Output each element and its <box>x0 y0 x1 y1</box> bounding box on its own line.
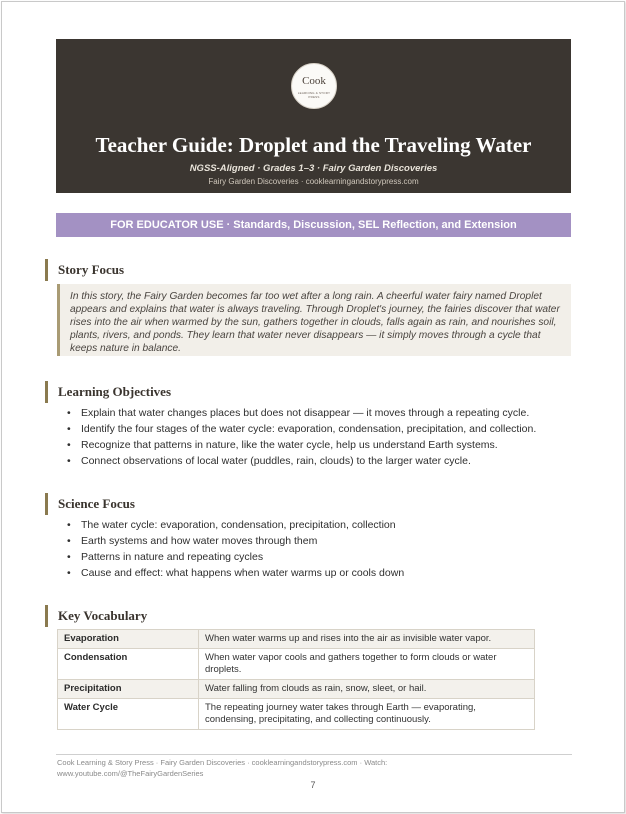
vocab-term: Evaporation <box>58 630 199 649</box>
list-item-text: Cause and effect: what happens when water warms up or cools down <box>81 567 405 579</box>
educator-use-banner: FOR EDUCATOR USE · Standards, Discussion, SEL Reflection, and Extension <box>56 213 571 237</box>
vocab-definition: When water vapor cools and gathers together to form clouds or water droplets. <box>199 649 535 680</box>
header-banner <box>56 39 571 193</box>
page-title: Teacher Guide: Droplet and the Traveling Water <box>95 133 532 157</box>
science-focus-list <box>67 517 404 581</box>
vocab-definition: Water falling from clouds as rain, snow, sleet, or hail. <box>199 680 535 699</box>
list-item: • Recognize that patterns in nature, like the water cycle, help us understand Earth systems. <box>67 439 498 451</box>
list-item-text: The water cycle: evaporation, condensation, precipitation, collection <box>81 519 396 531</box>
footer-divider <box>56 754 572 755</box>
science-focus-heading: Science Focus <box>45 493 135 515</box>
publisher-logo <box>291 63 337 109</box>
learning-objectives-heading: Learning Objectives <box>45 381 171 403</box>
vocab-definition: When water warms up and rises into the air as invisible water vapor. <box>199 630 535 649</box>
table-row <box>58 649 535 680</box>
header-byline: Fairy Garden Discoveries · cooklearningandstorypress.com <box>208 177 419 186</box>
list-item: • Cause and effect: what happens when water warms up or cools down <box>67 567 405 579</box>
logo-tagline: LEARNING & STORY PRESS <box>297 91 331 99</box>
table-row <box>58 680 535 699</box>
vocabulary-table <box>57 629 535 730</box>
list-item-text: Earth systems and how water moves through them <box>81 535 318 547</box>
footer-text: Cook Learning & Story Press · Fairy Garden Discoveries · cooklearningandstorypress.com · Watch: www.youtube.com/@TheFairyGardenSeries <box>57 758 388 778</box>
story-focus-heading: Story Focus <box>45 259 124 281</box>
list-item-text: Connect observations of local water (puddles, rain, clouds) to the larger water cycle. <box>81 455 471 467</box>
list-item-text: Patterns in nature and repeating cycles <box>81 551 264 563</box>
list-item: • Connect observations of local water (puddles, rain, clouds) to the larger water cycle. <box>67 455 471 467</box>
list-item: • Explain that water changes places but does not disappear — it moves through a repeating cycle. <box>67 407 530 419</box>
table-row <box>58 699 535 730</box>
page-number: 7 <box>310 780 316 790</box>
list-item-text: Explain that water changes places but does not disappear — it moves through a repeating cycle. <box>81 407 530 419</box>
vocab-definition: The repeating journey water takes through Earth — evaporating, condensing, precipitating, and collecting continuously. <box>199 699 535 730</box>
vocab-term: Condensation <box>58 649 199 680</box>
vocab-term: Water Cycle <box>58 699 199 730</box>
table-row <box>58 630 535 649</box>
vocab-term: Precipitation <box>58 680 199 699</box>
list-item-text: Identify the four stages of the water cycle: evaporation, condensation, precipitation, and collection. <box>81 423 537 435</box>
header-subtitle: NGSS-Aligned · Grades 1–3 · Fairy Garden Discoveries <box>189 163 438 174</box>
list-item-text: Recognize that patterns in nature, like the water cycle, help us understand Earth systems. <box>81 439 498 451</box>
list-item: • Patterns in nature and repeating cycles <box>67 551 264 563</box>
list-item: • Identify the four stages of the water cycle: evaporation, condensation, precipitation, and collection. <box>67 423 537 435</box>
list-item: • The water cycle: evaporation, condensation, precipitation, collection <box>67 519 396 531</box>
key-vocabulary-heading: Key Vocabulary <box>45 605 147 627</box>
logo-wordmark: Cook <box>302 75 326 87</box>
list-item: • Earth systems and how water moves through them <box>67 535 318 547</box>
learning-objectives-list <box>67 405 536 469</box>
story-focus-text: In this story, the Fairy Garden becomes far too wet after a long rain. A cheerful water fairy named Droplet appears and explains that water is always traveling. Through Droplet's journey, the fairies discover that water rises into the air when warmed by the sun, gathers together in clouds, falls again as rain, and nourishes soil, plants, rivers, and ponds. They learn that water never disappears — it simply moves through a cycle that keeps nature in balance. <box>57 284 571 356</box>
